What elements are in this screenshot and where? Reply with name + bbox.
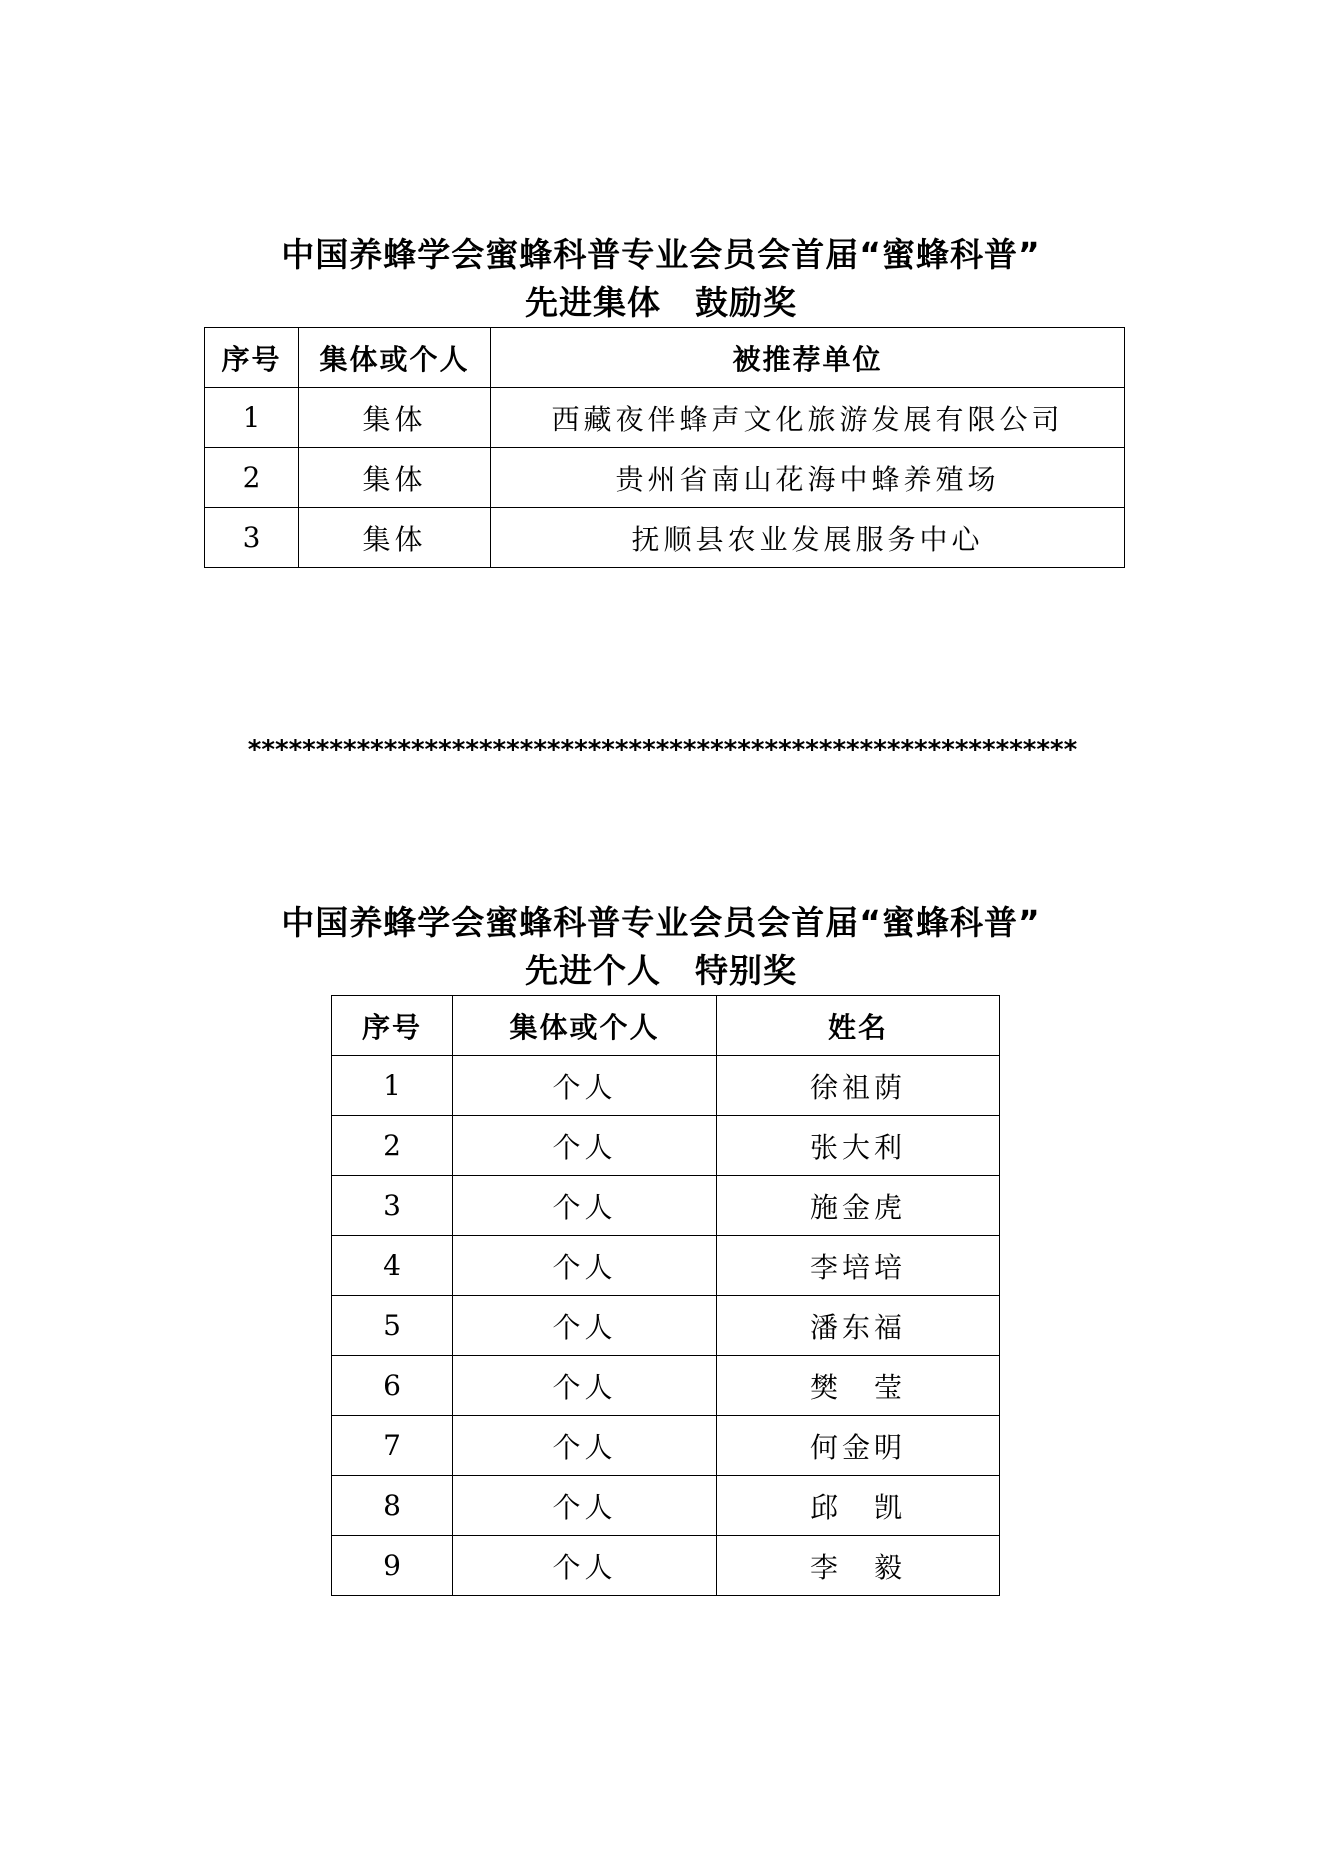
table-header-row xyxy=(332,996,1000,1056)
section2-title-line2: 先进个人 特别奖 xyxy=(525,951,797,990)
row-index: 1 xyxy=(205,388,299,448)
row-name: 何金明 xyxy=(717,1416,1000,1476)
section1-title-line1: 中国养蜂学会蜜蜂科普专业会员会首届“蜜蜂科普” xyxy=(281,235,1041,274)
table-row xyxy=(332,1416,1000,1476)
section1-title-line2: 先进集体 鼓励奖 xyxy=(525,283,797,322)
header-unit: 被推荐单位 xyxy=(491,328,1125,388)
table-row xyxy=(332,1056,1000,1116)
table-row xyxy=(205,388,1125,448)
collective-award-table xyxy=(204,327,1125,568)
row-type: 个人 xyxy=(453,1056,717,1116)
row-unit: 抚顺县农业发展服务中心 xyxy=(491,508,1125,568)
row-type: 个人 xyxy=(453,1536,717,1596)
row-index: 7 xyxy=(332,1416,453,1476)
asterisk-separator: ************************************************************* xyxy=(247,735,1078,765)
table-row xyxy=(205,448,1125,508)
row-name: 徐祖荫 xyxy=(717,1056,1000,1116)
header-name: 姓名 xyxy=(717,996,1000,1056)
row-unit: 西藏夜伴蜂声文化旅游发展有限公司 xyxy=(491,388,1125,448)
individual-award-table xyxy=(331,995,1000,1596)
table-row xyxy=(205,508,1125,568)
row-index: 4 xyxy=(332,1236,453,1296)
row-type: 个人 xyxy=(453,1116,717,1176)
table-row xyxy=(332,1116,1000,1176)
row-index: 5 xyxy=(332,1296,453,1356)
table-row xyxy=(332,1176,1000,1236)
row-type: 集体 xyxy=(299,448,491,508)
row-index: 6 xyxy=(332,1356,453,1416)
row-index: 8 xyxy=(332,1476,453,1536)
table-header-row xyxy=(205,328,1125,388)
row-name: 潘东福 xyxy=(717,1296,1000,1356)
row-type: 个人 xyxy=(453,1296,717,1356)
row-type: 个人 xyxy=(453,1176,717,1236)
table-row xyxy=(332,1536,1000,1596)
section2-title-line1: 中国养蜂学会蜜蜂科普专业会员会首届“蜜蜂科普” xyxy=(281,903,1041,942)
row-index: 3 xyxy=(332,1176,453,1236)
row-index: 3 xyxy=(205,508,299,568)
header-index: 序号 xyxy=(205,328,299,388)
row-type: 个人 xyxy=(453,1416,717,1476)
row-index: 2 xyxy=(205,448,299,508)
header-type: 集体或个人 xyxy=(453,996,717,1056)
row-index: 9 xyxy=(332,1536,453,1596)
row-type: 集体 xyxy=(299,388,491,448)
row-unit: 贵州省南山花海中蜂养殖场 xyxy=(491,448,1125,508)
row-type: 个人 xyxy=(453,1476,717,1536)
row-type: 集体 xyxy=(299,508,491,568)
row-index: 1 xyxy=(332,1056,453,1116)
table-row xyxy=(332,1476,1000,1536)
row-name: 李培培 xyxy=(717,1236,1000,1296)
row-name: 张大利 xyxy=(717,1116,1000,1176)
table-row xyxy=(332,1236,1000,1296)
row-index: 2 xyxy=(332,1116,453,1176)
table-row xyxy=(332,1296,1000,1356)
header-type: 集体或个人 xyxy=(299,328,491,388)
row-name: 李 毅 xyxy=(717,1536,1000,1596)
row-name: 邱 凯 xyxy=(717,1476,1000,1536)
row-name: 樊 莹 xyxy=(717,1356,1000,1416)
row-type: 个人 xyxy=(453,1356,717,1416)
row-type: 个人 xyxy=(453,1236,717,1296)
header-index: 序号 xyxy=(332,996,453,1056)
row-name: 施金虎 xyxy=(717,1176,1000,1236)
table-row xyxy=(332,1356,1000,1416)
